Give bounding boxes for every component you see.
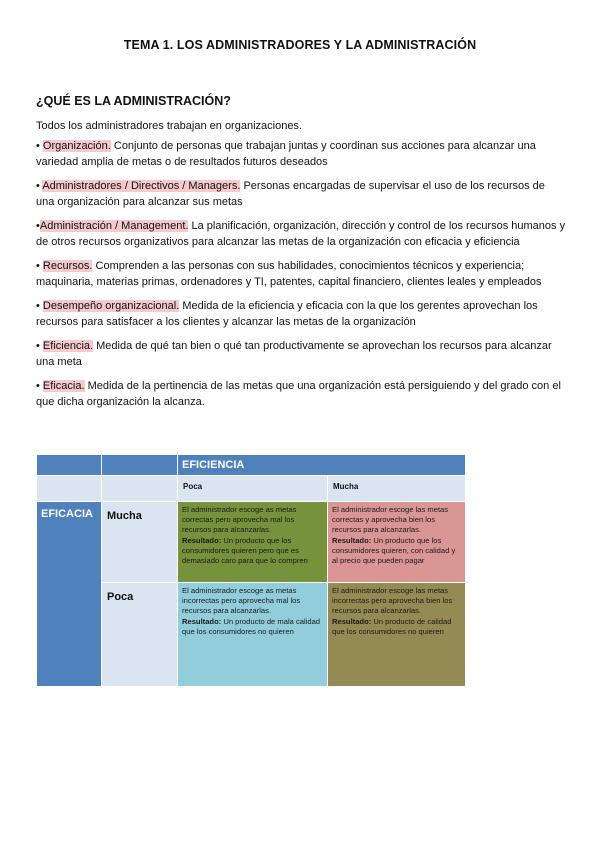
bullet: • — [36, 220, 40, 232]
matrix-corner-header — [37, 455, 101, 475]
definition-term: Eficiencia. — [42, 340, 94, 352]
definition-text: Medida de la eficiencia y eficacia con la que los gerentes aprovechan los recursos para satisfacer a los clientes y alcanzar las metas de la organización — [36, 300, 538, 328]
row-header-eficacia: EFICACIA — [37, 502, 101, 686]
definition-item — [36, 139, 566, 170]
col-header-eficiencia: EFICIENCIA — [178, 455, 465, 475]
bullet: • — [36, 340, 40, 352]
definition-text: Conjunto de personas que trabajan juntas y coordinan sus acciones para alcanzar una variedad amplia de metas o de resultados futuros deseados — [36, 140, 536, 168]
col-label-poca: Poca — [178, 476, 327, 501]
bullet: • — [36, 140, 40, 152]
efficiency-efficacy-matrix — [37, 455, 465, 686]
definition-term: Administradores / Directivos / Managers. — [42, 180, 241, 192]
definition-text: La planificación, organización, dirección y control de los recursos humanos y de otros recursos organizativos para alcanzar las metas de la organización con eficacia y eficiencia — [36, 220, 566, 248]
bullet: • — [36, 260, 40, 272]
definition-item — [36, 339, 566, 370]
intro-paragraph: Todos los administradores trabajan en organizaciones. — [36, 120, 302, 132]
bullet: • — [36, 300, 40, 312]
definition-text: Personas encargadas de supervisar el uso de los recursos de una organización para alcanzar sus metas — [36, 180, 545, 208]
definition-text: Medida de la pertinencia de las metas que una organización está persiguiendo y del grado con el que dicha organización la alcanza — [36, 380, 561, 408]
col-label-mucha: Mucha — [328, 476, 465, 501]
matrix-blank-cell — [37, 476, 101, 501]
definition-item — [36, 219, 566, 250]
definition-text: Medida de qué tan bien o qué tan productivamente se aprovechan los recursos para alcanzar una meta — [36, 340, 552, 368]
matrix-blank-cell — [102, 476, 177, 501]
row-label-mucha: Mucha — [102, 502, 177, 582]
bullet: • — [36, 380, 40, 392]
definition-term: Administración / Management. — [39, 220, 189, 232]
page-title: TEMA 1. LOS ADMINISTRADORES Y LA ADMINISTRACIÓN — [123, 38, 477, 52]
definition-term: Organización. — [42, 140, 111, 152]
cell-poca-eficacia-mucha-eficiencia: El administrador escoge las metas incorrectas pero aprovecha bien los recursos para alcanzarlas. Resultado: Un producto de calidad que los consumidores no quieren — [328, 583, 465, 686]
section-heading: ¿QUÉ ES LA ADMINISTRACIÓN? — [36, 94, 231, 108]
bullet: • — [36, 180, 40, 192]
matrix-corner-header — [102, 455, 177, 475]
definition-text: Comprenden a las personas con sus habilidades, conocimientos técnicos y experiencia; maquinaria, materias primas, ordenadores y TI, patentes, capital financiero, clientes leales y empleados — [36, 260, 542, 288]
definition-term: Desempeño organizacional. — [42, 300, 180, 312]
cell-mucha-eficacia-mucha-eficiencia: El administrador escoge las metas correctas y aprovecha bien los recursos para alcanzarlas. Resultado: Un producto que los consumidores quieren, con calidad y al precio que pueden pagar — [328, 502, 465, 582]
definitions-list — [36, 139, 566, 419]
definition-item — [36, 179, 566, 210]
row-label-poca: Poca — [102, 583, 177, 686]
cell-mucha-eficacia-poca-eficiencia: El administrador escoge as metas correctas pero aprovecha mal los recursos para alcanzarlas. Resultado: Un producto que los consumidores quieren pero que es demasiado caro para que lo compren — [178, 502, 327, 582]
definition-term: Eficacia. — [42, 380, 85, 392]
definition-item: • Eficacia. Medida de la pertinencia de las metas que una organización está persiguiendo y del grado con el que dicha organización la alcanza. — [36, 380, 561, 408]
definition-item — [36, 299, 566, 330]
definition-item — [36, 259, 566, 290]
cell-poca-eficacia-poca-eficiencia: El administrador escoge as metas incorrectas pero aprovecha mal los recursos para alcanzarlas. Resultado: Un producto de mala calidad que los consumidores no quieren — [178, 583, 327, 686]
definition-term: Recursos. — [42, 260, 93, 272]
